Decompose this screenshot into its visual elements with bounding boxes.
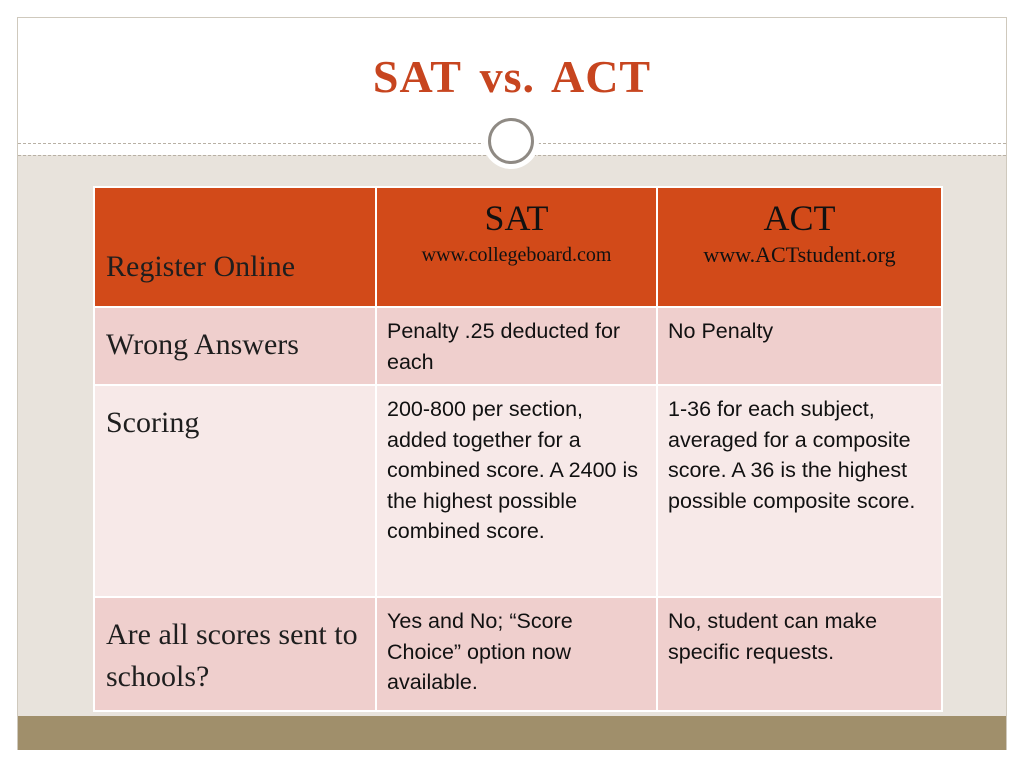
sat-value: Yes and No; “Score Choice” option now available. [387,609,573,694]
row-label-cell [94,307,376,385]
table-row [94,307,942,385]
header-cell-sat [376,187,657,307]
row-label: Are all scores sent to schools? [106,618,358,693]
row-label: Wrong Answers [106,328,299,361]
act-value: No, student can make specific requests. [668,609,878,664]
circle-ring [488,118,534,164]
sat-cell [376,385,657,597]
register-online-label: Register Online [106,250,296,283]
sat-value: 200-800 per section, added together for a combined score. A 2400 is the highest possible combined score. [387,397,638,543]
act-cell [657,385,942,597]
act-value: No Penalty [668,319,774,343]
table-row [94,597,942,711]
row-label-cell [94,385,376,597]
act-cell [657,307,942,385]
act-cell [657,597,942,711]
act-value: 1-36 for each subject, averaged for a composite score. A 36 is the highest possible composite score. [668,397,916,513]
table-header-row [94,187,942,307]
act-url: www.ACTstudent.org [703,242,896,267]
header-cell-label [94,187,376,307]
comparison-table [93,186,943,712]
sat-cell [376,597,657,711]
sat-cell [376,307,657,385]
row-label: Scoring [106,406,200,439]
sat-url: www.collegeboard.com [421,244,612,266]
row-label-cell [94,597,376,711]
act-column-title: ACT [763,198,836,238]
sat-column-title: SAT [484,198,549,238]
slide-title: SAT vs. ACT [372,51,652,102]
footer-bar [18,716,1006,750]
sat-value: Penalty .25 deducted for each [387,319,621,374]
circle-ornament-icon [483,113,539,169]
header-cell-act [657,187,942,307]
table-row [94,385,942,597]
